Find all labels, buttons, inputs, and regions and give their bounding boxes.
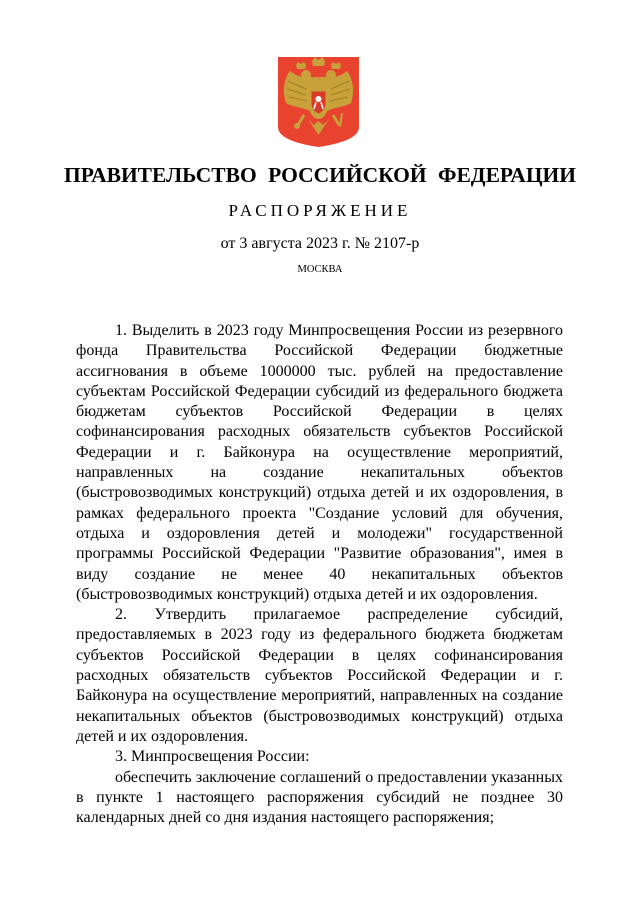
paragraph: 1. Выделить в 2023 году Минпросвещения России из резервного фонда Правительства Российской Федерации бюджетные ассигнования в объеме 1000000 тыс. рублей на предоставление субъектам Российской Федерации субсидий из федерального бюджета бюджетам субъектов Российской Федерации в целях софинансирования расходных обязательств субъектов Российской Федерации и г. Байконура на осуществление мероприятий, направленных на создание некапитальных объектов (быстровозводимых конструкций) отдыха детей и их оздоровления, в рамках федерального проекта "Создание условий для обучения, отдыха и оздоровления детей и молодежи" государственной программы Российской Федерации "Развитие образования", имея в виду создание не менее 40 некапитальных объектов (быстровозводимых конструкций) отдыха детей и их оздоровления. [76,322,563,603]
paragraph: обеспечить заключение соглашений о предоставлении указанных в пункте 1 настоящего распоряжения субсидий не позднее 30 календарных дней со дня издания настоящего распоряжения; [76,768,563,827]
paragraph: 2. Утвердить прилагаемое распределение субсидий, предоставляемых в 2023 году из федерального бюджета бюджетам субъектов Российской Федерации в целях софинансирования расходных обязательств субъектов Российской Федерации и г. Байконура на осуществление мероприятий, направленных на создание некапитальных объектов (быстровозводимых конструкций) отдыха детей и их оздоровления. [76,606,563,745]
document-type: РАСПОРЯЖЕНИЕ [228,201,412,220]
document-body [76,321,563,828]
document-city: МОСКВА [297,264,343,275]
coat-of-arms-emblem [276,55,361,149]
government-title: ПРАВИТЕЛЬСТВО РОССИЙСКОЙ ФЕДЕРАЦИИ [63,163,576,187]
paragraph: 3. Минпросвещения России: [115,748,310,766]
document-date-number: от 3 августа 2023 г. № 2107-р [220,235,420,252]
